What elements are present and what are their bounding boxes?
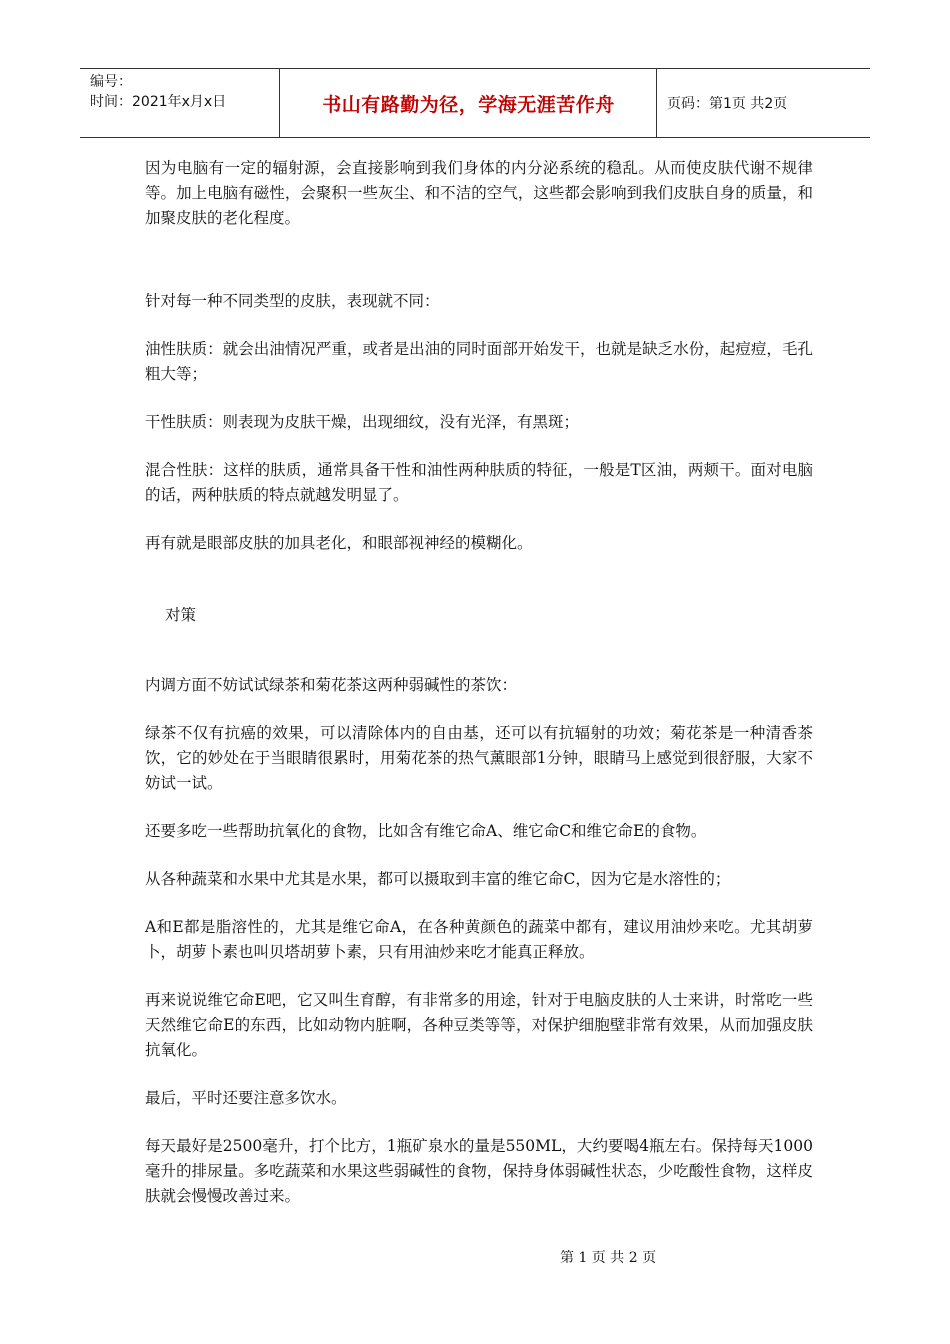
page-header: [80, 68, 870, 138]
paragraph: 从各种蔬菜和水果中尤其是水果，都可以摄取到丰富的维它命C，因为它是水溶性的；: [145, 870, 731, 888]
header-page-label: 页码：第1页 共2页: [667, 96, 788, 112]
section-heading: 对策: [165, 606, 197, 624]
paragraph: 每天最好是2500毫升，打个比方，1瓶矿泉水的量是550ML，大约要喝4瓶左右。保持每天1000毫升的排尿量。多吃蔬菜和水果这些弱碱性的食物，保持身体弱碱性状态，少吃酸性食物，这样皮肤就会慢慢改善过来。: [145, 1137, 813, 1205]
number-label: 编号：: [90, 74, 132, 90]
paragraph: 混合性肤：这样的肤质，通常具备干性和油性两种肤质的特征，一般是T区油，两颊干。面对电脑的话，两种肤质的特点就越发明显了。: [145, 461, 813, 504]
paragraph: 内调方面不妨试试绿茶和菊花茶这两种弱碱性的茶饮：: [145, 676, 518, 694]
paragraph: 油性肤质：就会出油情况严重，或者是出油的同时面部开始发干，也就是缺乏水份，起痘痘，毛孔粗大等；: [145, 340, 813, 383]
paragraph: 因为电脑有一定的辐射源，会直接影响到我们身体的内分泌系统的稳乱。从而使皮肤代谢不规律等。加上电脑有磁性，会聚积一些灰尘、和不洁的空气，这些都会影响到我们皮肤自身的质量，和加聚皮肤的老化程度。: [145, 159, 813, 227]
paragraph: 还要多吃一些帮助抗氧化的食物，比如含有维它命A、维它命C和维它命E的食物。: [145, 822, 707, 840]
header-motto: 书山有路勤为径，学海无涯苦作舟: [281, 69, 657, 137]
paragraph: 最后，平时还要注意多饮水。: [145, 1089, 347, 1107]
paragraph: 针对每一种不同类型的皮肤，表现就不同：: [145, 292, 440, 310]
document-body: [145, 156, 813, 1209]
header-meta: [80, 69, 280, 137]
time-label: 时间：2021年x月x日: [90, 94, 227, 110]
paragraph: 再来说说维它命E吧，它又叫生育醇，有非常多的用途，针对于电脑皮肤的人士来讲，时常吃一些天然维它命E的东西，比如动物内脏啊，各种豆类等等，对保护细胞壁非常有效果，从而加强皮肤抗氧化。: [145, 991, 813, 1059]
paragraph: 绿茶不仅有抗癌的效果，可以清除体内的自由基，还可以有抗辐射的功效；菊花茶是一种清香茶饮，它的妙处在于当眼睛很累时，用菊花茶的热气薰眼部1分钟，眼睛马上感觉到很舒服，大家不妨试一试。: [145, 724, 813, 792]
page-footer: 第 1 页 共 2 页: [560, 1250, 657, 1266]
paragraph: 再有就是眼部皮肤的加具老化，和眼部视神经的模糊化。: [145, 534, 533, 552]
paragraph: A和E都是脂溶性的，尤其是维它命A，在各种黄颜色的蔬菜中都有，建议用油炒来吃。尤其胡萝卜，胡萝卜素也叫贝塔胡萝卜素，只有用油炒来吃才能真正释放。: [145, 918, 813, 961]
paragraph: 干性肤质：则表现为皮肤干燥，出现细纹，没有光泽，有黑斑；: [145, 413, 580, 431]
